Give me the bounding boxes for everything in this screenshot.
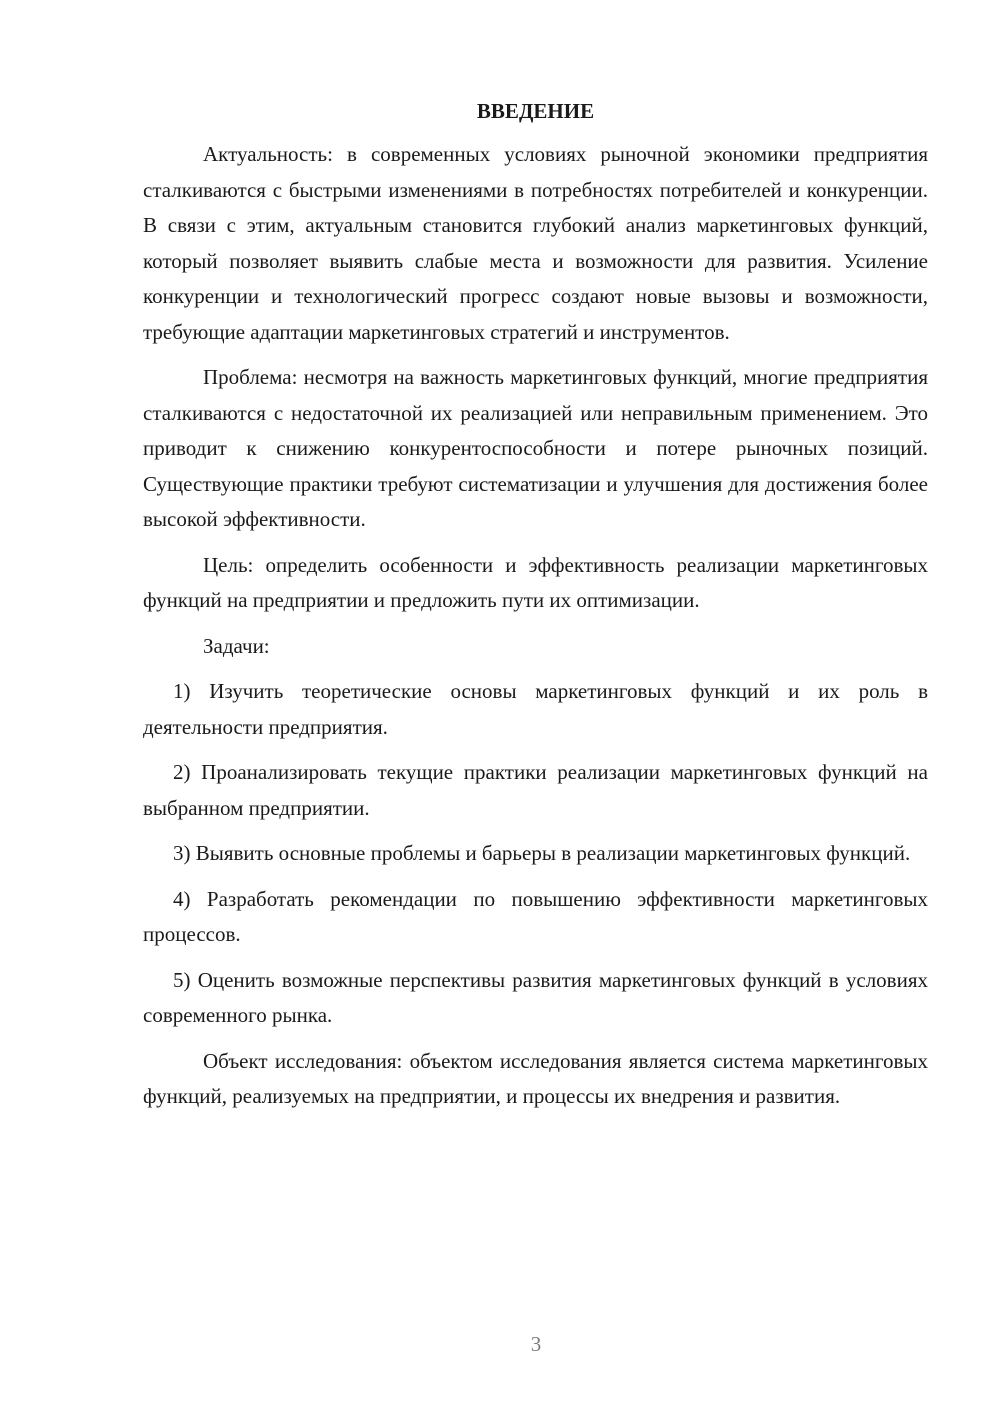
- paragraph-problem: Проблема: несмотря на важность маркетинговых функций, многие предприятия сталкиваются с недостаточной их реализацией или неправильным применением. Это приводит к снижению конкурентоспособности и потере рыночных позиций. Существующие практики требуют систематизации и улучшения для достижения более высокой эффективности.: [143, 365, 928, 531]
- task-item-4: 4) Разработать рекомендации по повышению эффективности маркетинговых процессов.: [143, 886, 928, 946]
- tasks-heading: Задачи:: [203, 633, 270, 658]
- task-item-3: 3) Выявить основные проблемы и барьеры в реализации маркетинговых функций.: [173, 841, 911, 865]
- task-item-1: 1) Изучить теоретические основы маркетинговых функций и их роль в деятельности предприятия.: [143, 679, 928, 739]
- paragraph-relevance: Актуальность: в современных условиях рыночной экономики предприятия сталкиваются с быстрыми изменениями в потребностях потребителей и конкуренции. В связи с этим, актуальным становится глубокий анализ маркетинговых функций, который позволяет выявить слабые места и возможности для развития. Усиление конкуренции и технологический прогресс создают новые вызовы и возможности, требующие адаптации маркетинговых стратегий и инструментов.: [143, 142, 928, 344]
- task-item-5: 5) Оценить возможные перспективы развития маркетинговых функций в условиях современного рынка.: [143, 967, 928, 1027]
- page-title: ВВЕДЕНИЕ: [476, 99, 595, 123]
- paragraph-goal: Цель: определить особенности и эффективность реализации маркетинговых функций на предприятии и предложить пути их оптимизации.: [143, 552, 928, 612]
- paragraph-research-object: Объект исследования: объектом исследования является система маркетинговых функций, реализуемых на предприятии, и процессы их внедрения и развития.: [143, 1048, 928, 1108]
- page-number: 3: [530, 1332, 542, 1356]
- page-content: [143, 95, 928, 1125]
- task-item-2: 2) Проанализировать текущие практики реализации маркетинговых функций на выбранном предприятии.: [143, 760, 928, 820]
